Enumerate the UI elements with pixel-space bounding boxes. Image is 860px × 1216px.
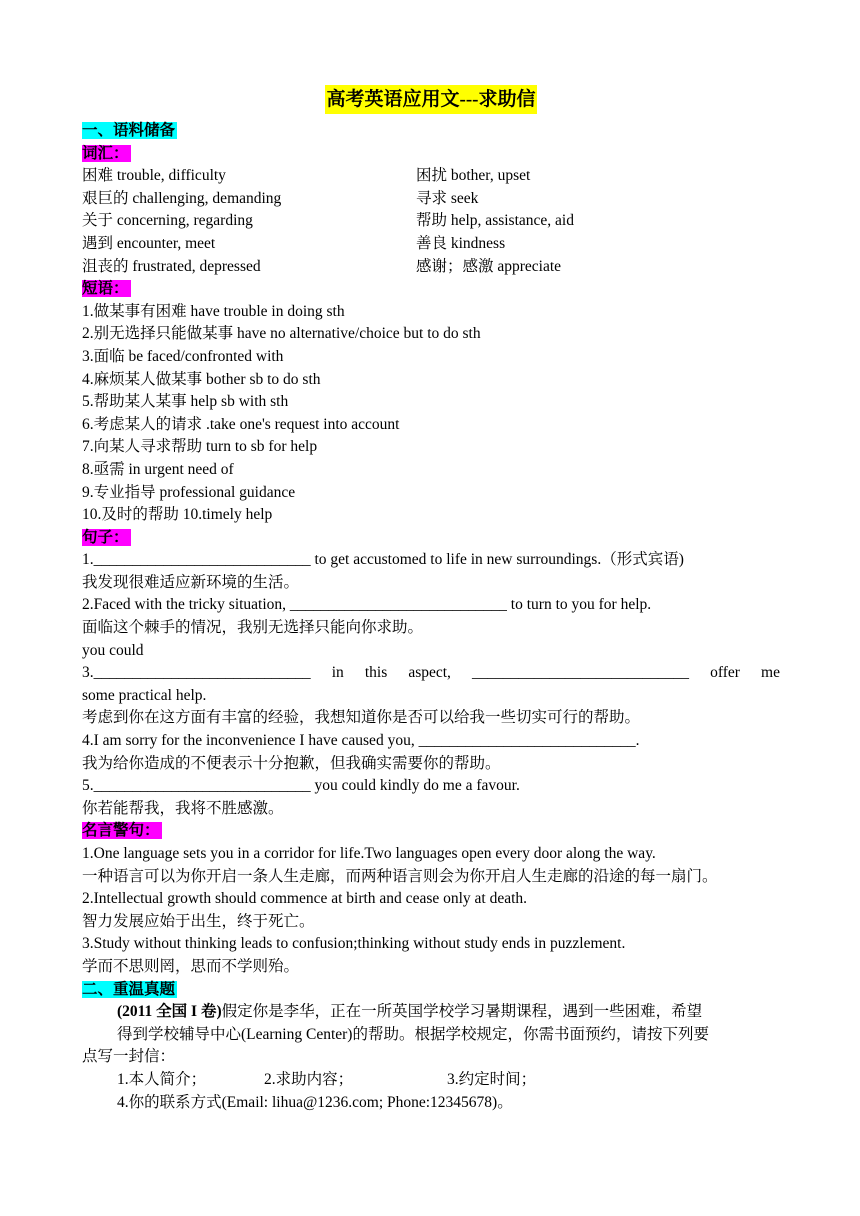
phrase-item: 3.面临 be faced/confronted with xyxy=(82,347,284,365)
sentence-3-part: 3.____________________________ xyxy=(82,664,311,682)
phrase-item: 1.做某事有困难 have trouble in doing sth xyxy=(82,302,345,320)
phrase-item: 6.考虑某人的请求 .take one's request into account xyxy=(82,415,400,433)
phrases-label-row xyxy=(82,278,780,301)
quotes-label: 名言警句： xyxy=(82,822,160,840)
sentence-1: 1.____________________________ to get accustomed to life in new surroundings.（形式宾语) xyxy=(82,551,684,569)
sentences-label-row xyxy=(82,527,780,550)
quote-line: 一种语言可以为你开启一条人生走廊，而两种语言则会为你开启人生走廊的沿途的每一扇门。 xyxy=(82,867,718,885)
exam-text: 假定你是李华，正在一所英国学校学习暑期课程，遇到一些困难，希望 xyxy=(221,1003,703,1021)
sentence-2: 2.Faced with the tricky situation, ____________________________ to turn to you for help. xyxy=(82,596,652,614)
phrase-item: 2.别无选择只能做某事 have no alternative/choice but to do sth xyxy=(82,325,481,343)
document-page xyxy=(82,82,780,1114)
sentence-3-translation: 考虑到你在这方面有丰富的经验，我想知道你是否可以给我一些切实可行的帮助。 xyxy=(82,709,641,727)
sentence-3-part: in xyxy=(331,664,344,682)
exam-source: (2011 全国 I 卷) xyxy=(117,1003,222,1021)
phrase-item: 10.及时的帮助 10.timely help xyxy=(82,506,273,524)
sentence-3-part: me xyxy=(761,664,780,682)
exam-line-2: 得到学校辅导中心(Learning Center)的帮助。根据学校规定，你需书面预约，请按下列要 xyxy=(117,1025,709,1043)
quote-line: 3.Study without thinking leads to confusion;thinking without study ends in puzzlement. xyxy=(82,935,626,953)
phrase-item: 5.帮助某人某事 help sb with sth xyxy=(82,393,289,411)
exam-line-3: 点写一封信： xyxy=(82,1048,176,1066)
exam-point: 1.本人简介； xyxy=(117,1070,207,1088)
sentence-2-extra: you could xyxy=(82,641,144,659)
sentence-3-part: aspect, xyxy=(408,664,451,682)
vocab-item: 感谢；感激 appreciate xyxy=(416,257,562,275)
vocab-label-row xyxy=(82,143,780,166)
vocab-item: 善良 kindness xyxy=(416,234,506,252)
sentence-4-translation: 我为给你造成的不便表示十分抱歉，但我确实需要你的帮助。 xyxy=(82,754,501,772)
exam-point: 2.求助内容； xyxy=(264,1070,354,1088)
phrase-item: 7.向某人寻求帮助 turn to sb for help xyxy=(82,438,318,456)
vocab-item: 帮助 help, assistance, aid xyxy=(416,212,574,230)
sentence-3-part: offer xyxy=(710,664,740,682)
sentence-1-translation: 我发现很难适应新环境的生活。 xyxy=(82,573,300,591)
page-title: 高考英语应用文---求助信 xyxy=(325,85,538,114)
sentence-3 xyxy=(82,662,780,685)
vocab-grid xyxy=(82,165,780,278)
phrase-item: 9.专业指导 professional guidance xyxy=(82,483,296,501)
sentences-label: 句子： xyxy=(82,528,129,546)
section1-heading: 一、语料储备 xyxy=(82,122,176,139)
vocab-item: 沮丧的 frustrated, depressed xyxy=(82,257,261,275)
sentence-4: 4.I am sorry for the inconvenience I have caused you, ____________________________. xyxy=(82,732,640,750)
exam-line-1 xyxy=(82,1001,780,1024)
phrase-item: 4.麻烦某人做某事 bother sb to do sth xyxy=(82,370,321,388)
quotes-label-row xyxy=(82,820,780,843)
vocab-item: 艰巨的 challenging, demanding xyxy=(82,189,282,207)
vocab-item: 寻求 seek xyxy=(416,189,479,207)
section-heading xyxy=(82,120,780,143)
sentence-3-continued: some practical help. xyxy=(82,686,207,704)
quote-line: 2.Intellectual growth should commence at birth and cease only at death. xyxy=(82,890,528,908)
vocab-item: 困难 trouble, difficulty xyxy=(82,167,226,185)
phrase-item: 8.亟需 in urgent need of xyxy=(82,460,234,478)
title-row xyxy=(82,82,780,120)
sentence-3-part: this xyxy=(364,664,388,682)
sentence-5: 5.____________________________ you could kindly do me a favour. xyxy=(82,777,520,795)
exam-point: 3.约定时间； xyxy=(447,1070,537,1088)
section2-heading: 二、重温真题 xyxy=(82,980,176,998)
quote-line: 1.One language sets you in a corridor for life.Two languages open every door along the way. xyxy=(82,845,656,862)
vocab-item: 关于 concerning, regarding xyxy=(82,212,253,230)
exam-point-4: 4.你的联系方式(Email: lihua@1236.com; Phone:12345678)。 xyxy=(117,1093,513,1111)
sentence-2-translation: 面临这个棘手的情况，我别无选择只能向你求助。 xyxy=(82,619,424,637)
section2-heading-row xyxy=(82,979,780,1002)
quote-line: 学而不思则罔，思而不学则殆。 xyxy=(82,957,300,975)
vocab-label: 词汇： xyxy=(82,144,129,162)
sentence-5-translation: 你若能帮我，我将不胜感激。 xyxy=(82,799,284,817)
exam-points xyxy=(82,1069,780,1092)
vocab-item: 困扰 bother, upset xyxy=(416,167,531,185)
phrases-label: 短语： xyxy=(82,280,129,298)
vocab-item: 遇到 encounter, meet xyxy=(82,234,216,252)
sentence-3-part: ____________________________ xyxy=(472,664,690,682)
quote-line: 智力发展应始于出生，终于死亡。 xyxy=(82,912,315,930)
